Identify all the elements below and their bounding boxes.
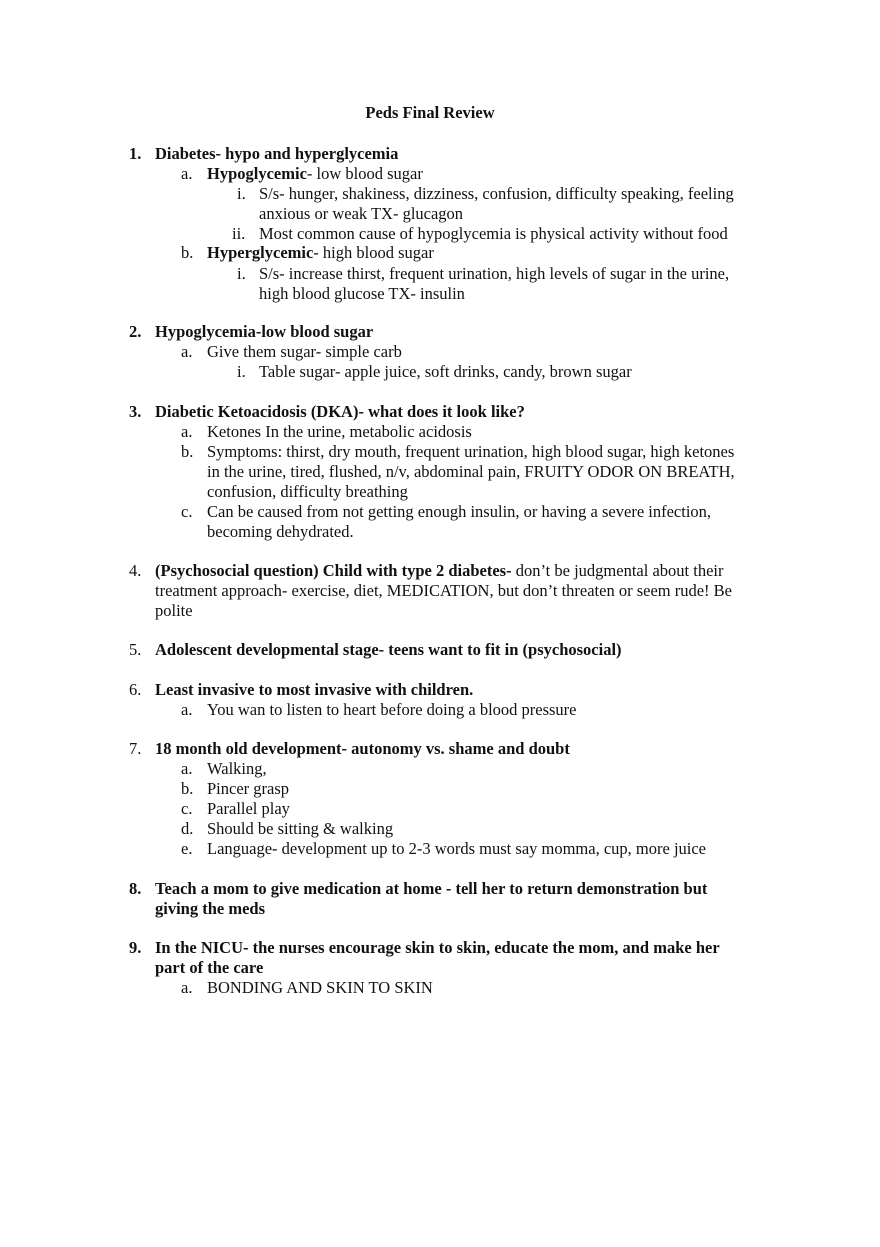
- section-text: polite: [155, 601, 193, 620]
- list-item-text: confusion, difficulty breathing: [207, 482, 408, 501]
- section-heading: Teach a mom to give medication at home - tell her to return demonstration but: [155, 879, 708, 898]
- section-number: 7.: [129, 739, 142, 758]
- list-item-text: You wan to listen to heart before doing a blood pressure: [207, 700, 577, 719]
- section-heading: Adolescent developmental stage- teens want to fit in (psychosocial): [155, 640, 622, 659]
- item-marker: i.: [237, 264, 246, 283]
- list-item: [155, 561, 723, 581]
- list-item-text: anxious or weak TX- glucagon: [259, 204, 464, 223]
- item-marker: b.: [181, 442, 194, 461]
- item-marker: e.: [181, 839, 193, 858]
- list-item-text: Ketones In the urine, metabolic acidosis: [207, 422, 472, 441]
- page-title: Peds Final Review: [365, 103, 495, 122]
- item-marker: a.: [181, 342, 193, 361]
- list-item-text: Should be sitting & walking: [207, 819, 394, 838]
- section-heading: giving the meds: [155, 899, 266, 918]
- item-marker: a.: [181, 700, 193, 719]
- section-heading: Diabetes- hypo and hyperglycemia: [155, 144, 399, 163]
- section-number: 1.: [129, 144, 142, 163]
- item-marker: a.: [181, 759, 193, 778]
- list-item-text: Parallel play: [207, 799, 290, 818]
- section-number: 4.: [129, 561, 142, 580]
- section-text: don’t be judgmental about their: [511, 561, 724, 580]
- item-marker: i.: [237, 362, 246, 381]
- list-item-text: Pincer grasp: [207, 779, 290, 798]
- item-marker: c.: [181, 799, 193, 818]
- item-marker: d.: [181, 819, 194, 838]
- list-item: [207, 164, 423, 184]
- list-item-text: Table sugar- apple juice, soft drinks, candy, brown sugar: [259, 362, 632, 381]
- term-hyperglycemic: Hyperglycemic: [207, 243, 314, 262]
- term-hypoglycemic: Hypoglycemic: [207, 164, 307, 183]
- section-number: 3.: [129, 402, 142, 421]
- section-number: 9.: [129, 938, 142, 957]
- list-item-text: S/s- increase thirst, frequent urination, high levels of sugar in the urine,: [259, 264, 730, 283]
- item-marker: c.: [181, 502, 193, 521]
- section-number: 2.: [129, 322, 142, 341]
- list-item-text: Give them sugar- simple carb: [207, 342, 402, 361]
- item-marker: ii.: [232, 224, 246, 243]
- section-heading: Hypoglycemia-low blood sugar: [155, 322, 374, 341]
- list-item-text: Can be caused from not getting enough insulin, or having a severe infection,: [207, 502, 712, 521]
- section-heading: 18 month old development- autonomy vs. shame and doubt: [155, 739, 570, 758]
- section-heading: part of the care: [155, 958, 264, 977]
- list-item: [207, 243, 434, 263]
- section-heading: (Psychosocial question) Child with type 2 diabetes-: [155, 561, 512, 580]
- item-marker: b.: [181, 779, 194, 798]
- item-marker: a.: [181, 422, 193, 441]
- list-item-text: S/s- hunger, shakiness, dizziness, confusion, difficulty speaking, feeling: [259, 184, 734, 203]
- list-item-text: Language- development up to 2-3 words must say momma, cup, more juice: [207, 839, 707, 858]
- item-marker: a.: [181, 978, 193, 997]
- section-number: 5.: [129, 640, 142, 659]
- list-item-text: BONDING AND SKIN TO SKIN: [207, 978, 433, 997]
- section-number: 8.: [129, 879, 142, 898]
- list-item-text: high blood glucose TX- insulin: [259, 284, 465, 303]
- list-item-text: Most common cause of hypoglycemia is physical activity without food: [259, 224, 728, 243]
- term-definition: - high blood sugar: [313, 243, 434, 262]
- list-item-text: Walking,: [207, 759, 267, 778]
- item-marker: i.: [237, 184, 246, 203]
- list-item-text: in the urine, tired, flushed, n/v, abdominal pain, FRUITY ODOR ON BREATH,: [207, 462, 735, 481]
- term-definition: - low blood sugar: [306, 164, 423, 183]
- section-heading: Diabetic Ketoacidosis (DKA)- what does it look like?: [155, 402, 525, 421]
- item-marker: a.: [181, 164, 193, 183]
- section-heading: Least invasive to most invasive with children.: [155, 680, 474, 699]
- section-text: treatment approach- exercise, diet, MEDICATION, but don’t threaten or seem rude! Be: [155, 581, 732, 600]
- list-item-text: Symptoms: thirst, dry mouth, frequent urination, high blood sugar, high ketones: [207, 442, 735, 461]
- item-marker: b.: [181, 243, 194, 262]
- section-heading: In the NICU- the nurses encourage skin to skin, educate the mom, and make her: [155, 938, 720, 957]
- list-item-text: becoming dehydrated.: [207, 522, 354, 541]
- section-number: 6.: [129, 680, 142, 699]
